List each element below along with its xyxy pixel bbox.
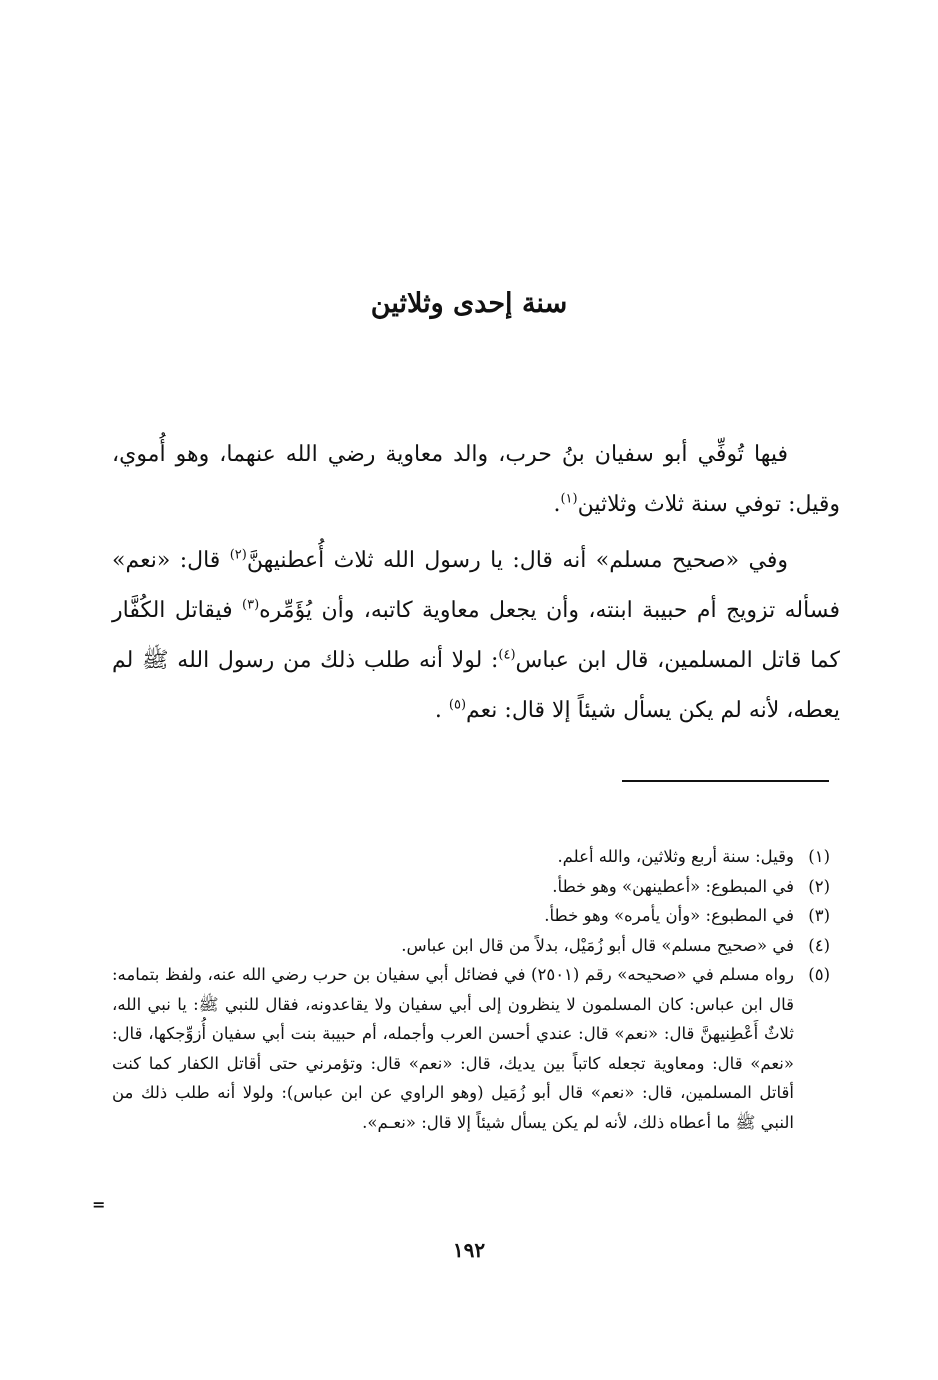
- footnotes: [112, 842, 830, 1137]
- paragraph-2-text-e: .: [434, 698, 449, 723]
- footnote-number: (١): [808, 847, 830, 866]
- footnote-ref-1: (١): [560, 491, 578, 507]
- footnote-ref-2: (٢): [229, 547, 247, 563]
- paragraph-2-text-c: فيقاتل الكُفَّار كما قاتل المسلمين، قال ابن عباس: [112, 598, 840, 673]
- footnote-number: (٥): [808, 965, 830, 984]
- paragraph-1: [112, 430, 840, 530]
- paragraph-2: [112, 536, 840, 736]
- footnote-ref-4: (٤): [498, 647, 516, 663]
- chapter-title: سنة إحدى وثلاثين: [370, 288, 568, 319]
- footnote-text: وقيل: سنة أربع وثلاثين، والله أعلم.: [557, 847, 794, 866]
- paragraph-2-text-b: قال: «نعم» فسأله تزويج أم حبيبة ابنته، وأن يجعل معاوية كاتبه، وأن يُؤَمِّره: [112, 548, 840, 623]
- footnote-2: [112, 872, 830, 902]
- footnote-4: [112, 931, 830, 961]
- footnote-5: [112, 960, 830, 1137]
- paragraph-2-text-d: : لولا أنه طلب ذلك من رسول الله ﷺ لم يعطه، لأنه لم يكن يسأل شيئاً إلا قال: نعم: [112, 648, 840, 723]
- footnote-text: في «صحيح مسلم» قال أبو زُمَيْل، بدلاً من قال ابن عباس.: [401, 935, 794, 955]
- footnote-3: [112, 901, 830, 931]
- footnote-text: في المبطوع: «أعطينهن» وهو خطأ.: [552, 876, 794, 896]
- footnote-number: (٣): [808, 906, 830, 925]
- footnote-1: [112, 842, 830, 872]
- footnote-ref-5: (٥): [448, 697, 467, 713]
- footnote-text: في المطبوع: «وأن يأمره» وهو خطأ.: [544, 906, 794, 925]
- footnote-text: رواه مسلم في «صحيحه» رقم (٢٥٠١) في فضائل أبي سفيان بن حرب رضي الله عنه، ولفظ بتمامه: قال ابن عباس: كان المسلمون لا ينظرون إلى أبي سفيان ولا يقاعدونه، فقال للنبي ﷺ: يا نبي الله، ثلاثٌ أَعْطِنيهنَّ قال: «نعم» قال: عندي أحسن العرب وأجمله، أم حبيبة بنت أبي سفيان أُزوِّجكها، قال: «نعم» قال: ومعاوية تجعله كاتباً بين يديك، قال: «نعم» قال: وتؤمرني حتى أقاتل الكفار كما كنت أقاتل المسلمين، قال: «نعم» قال أبو زُمَيل (وهو الراوي عن ابن عباس): ولولا أنه طلب ذلك من النبي ﷺ ما أعطاه ذلك، لأنه لم يكن يسأل شيئاً إلا قال: «نعـم».: [112, 965, 794, 1132]
- paragraph-2-text-a: وفي «صحيح مسلم» أنه قال: يا رسول الله ثلاث أُعطنيهنَّ: [246, 548, 789, 573]
- paragraph-1-text-a: فيها تُوفِّي أبو سفيان بنُ حرب، والد معاوية رضي الله عنهما، وهو أُموي، وقيل: توفي سنة ثلاث وثلاثين: [112, 442, 840, 517]
- main-text: [112, 430, 840, 742]
- footnote-number: (٤): [808, 935, 830, 955]
- page-number: ١٩٢: [452, 1238, 486, 1262]
- footnote-divider: [622, 780, 829, 782]
- paragraph-1-text-b: .: [553, 492, 561, 517]
- continuation-mark: =: [92, 1195, 106, 1214]
- footnote-number: (٢): [808, 876, 830, 896]
- footnote-ref-3: (٣): [242, 597, 260, 613]
